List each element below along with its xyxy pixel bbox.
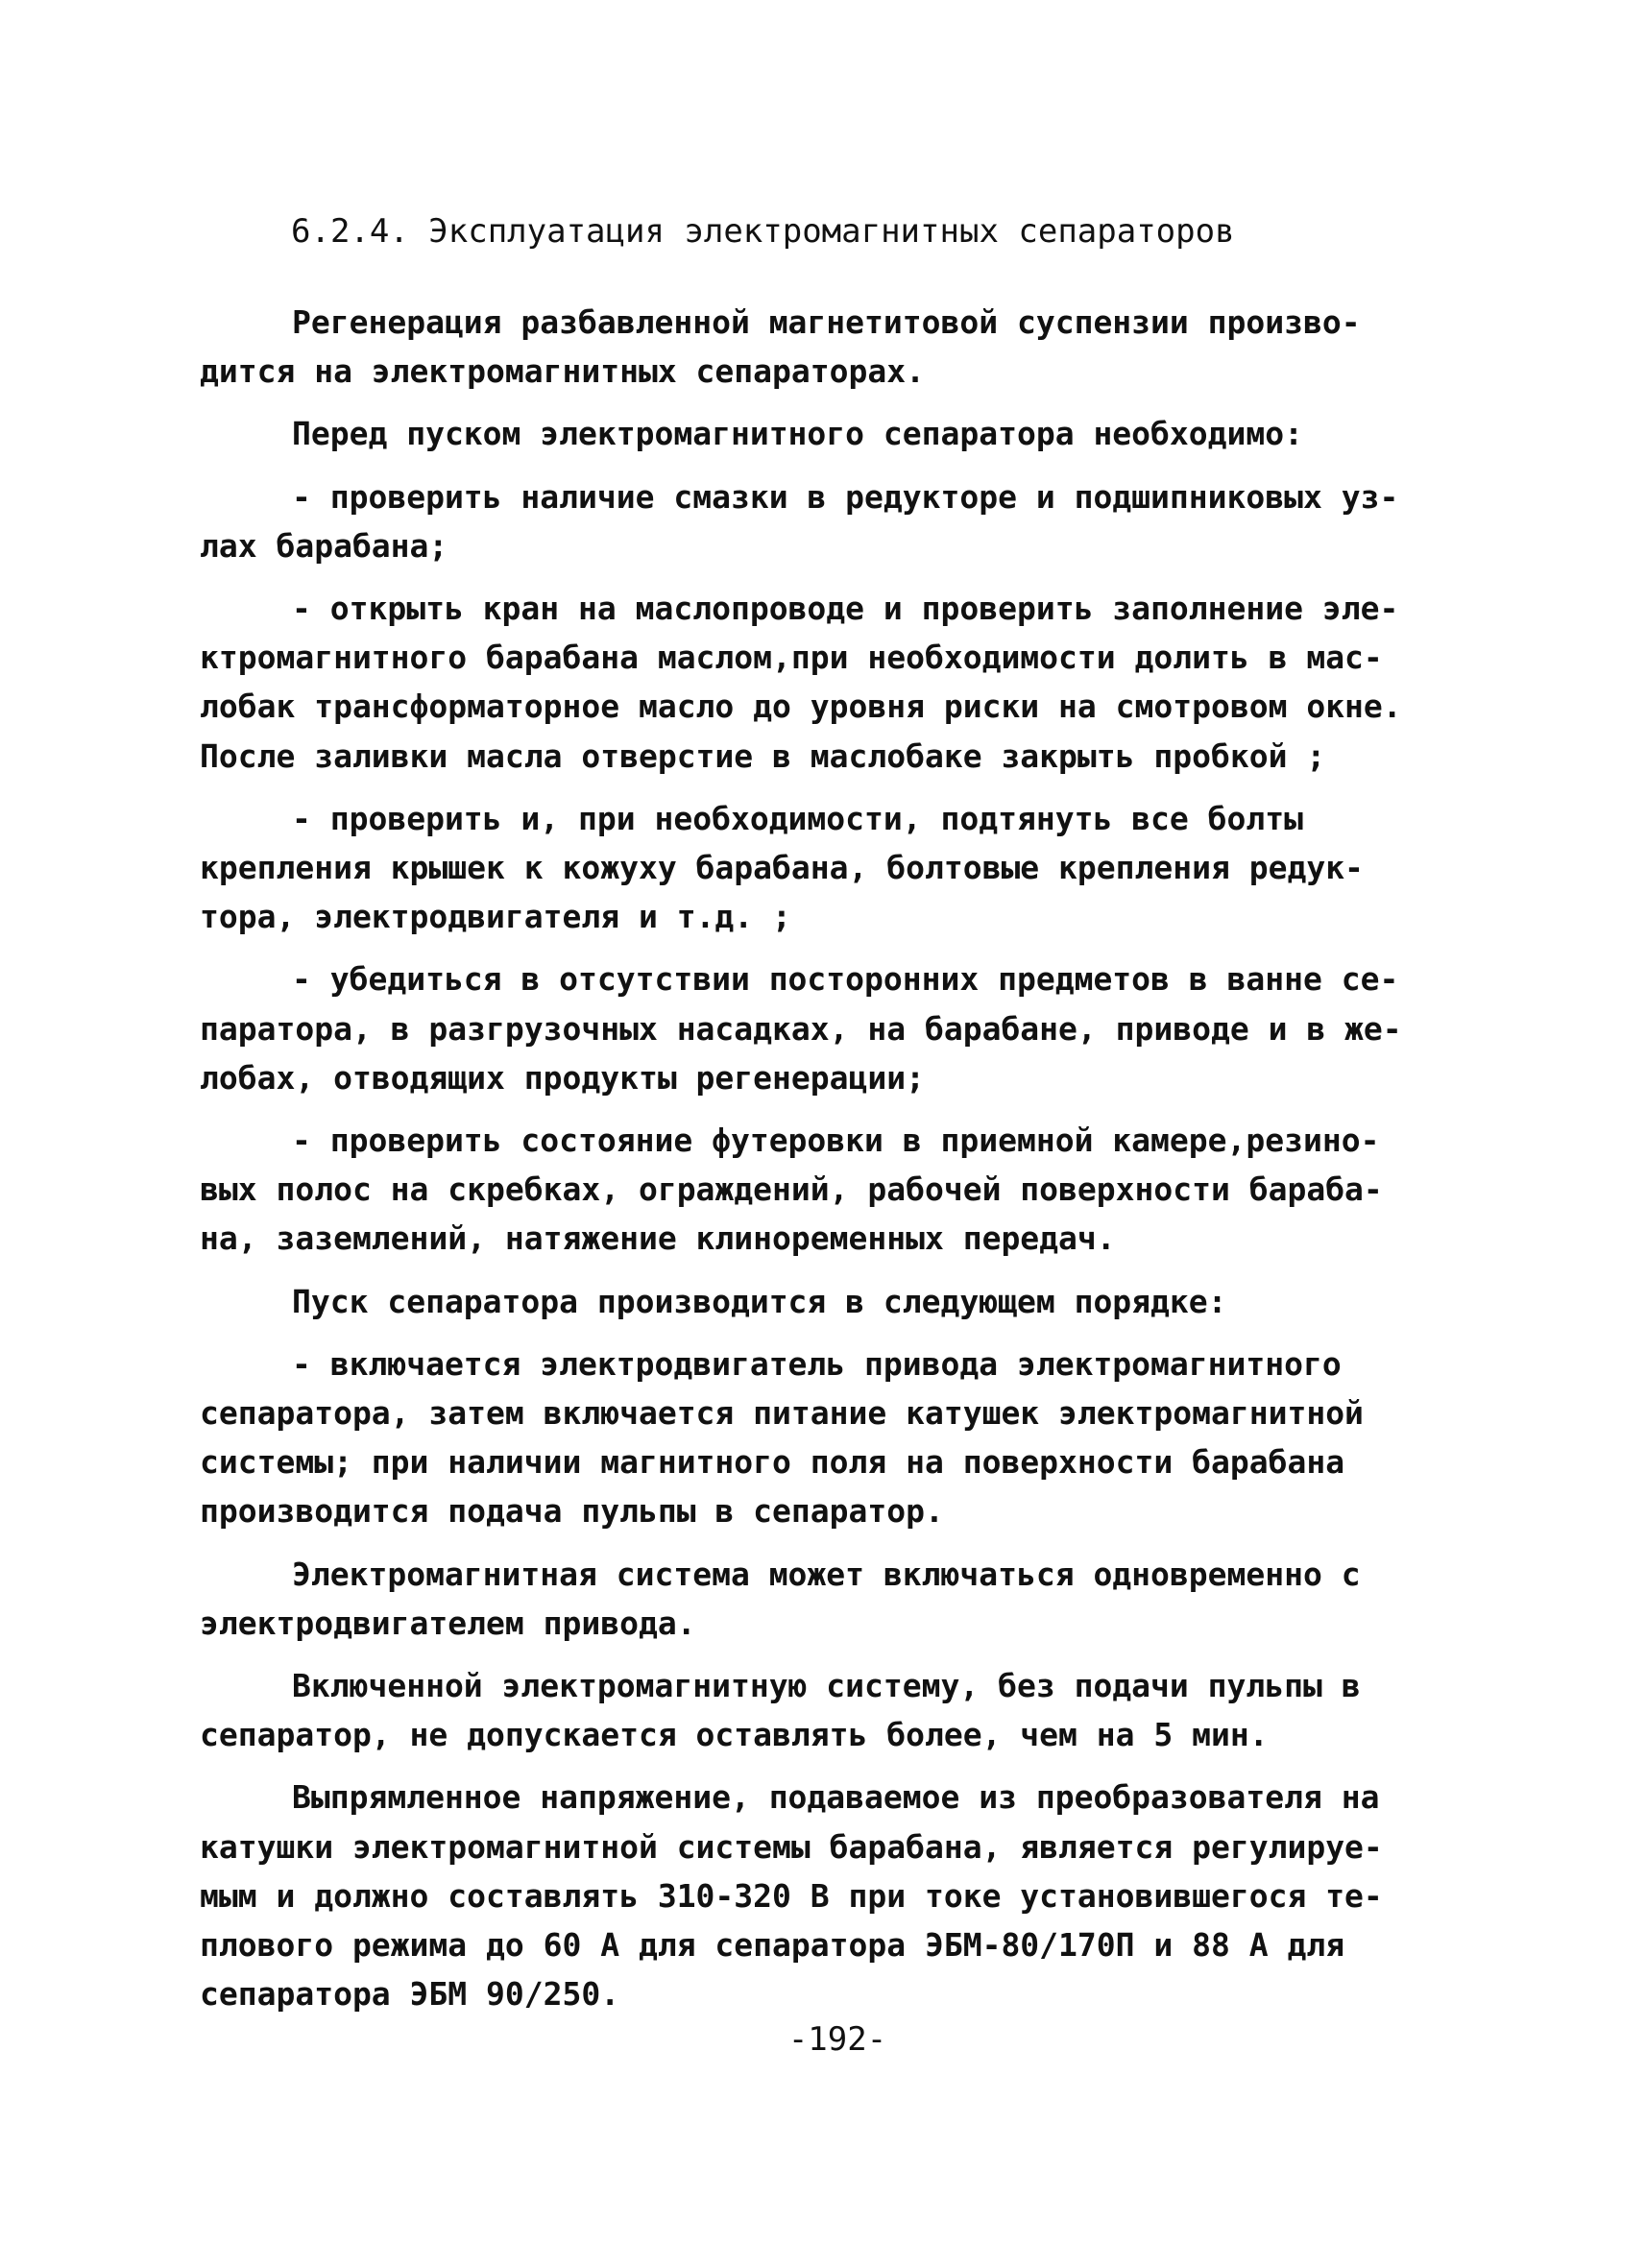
paragraph (200, 409, 1477, 458)
paragraph (200, 1116, 1477, 1264)
paragraph (200, 1661, 1477, 1759)
text-line: сепаратора, затем включается питание катушек электромагнитной (200, 1394, 1364, 1433)
text-line: Пуск сепаратора производится в следующем порядке: (292, 1282, 1227, 1320)
text-line: паратора, в разгрузочных насадках, на барабане, приводе и в же- (200, 1009, 1402, 1048)
text-line: тора, электродвигателя и т.д. ; (200, 898, 791, 936)
text-line: электродвигателем привода. (200, 1604, 696, 1642)
text-line: производится подача пульпы в сепаратор. (200, 1492, 944, 1531)
text-line: После заливки масла отверстие в маслобаке закрыть пробкой ; (200, 736, 1326, 775)
paragraph (200, 1277, 1477, 1326)
text-line: сепаратора ЭБМ 90/250. (200, 1975, 620, 2014)
text-line: системы; при наличии магнитного поля на поверхности барабана (200, 1443, 1345, 1482)
paragraph (200, 954, 1477, 1102)
paragraph (200, 298, 1477, 396)
text-line: - убедиться в отсутствии посторонних предметов в ванне се- (292, 960, 1399, 999)
paragraph (200, 794, 1477, 942)
text-line: Включенной электромагнитную систему, без подачи пульпы в (292, 1667, 1361, 1705)
text-line: Электромагнитная система может включаться одновременно с (292, 1555, 1361, 1593)
section-heading: 6.2.4. Эксплуатация электромагнитных сепараторов (291, 212, 1235, 251)
text-line: лах барабана; (200, 526, 448, 565)
text-line: - проверить состояние футеровки в приемной камере,резино- (292, 1122, 1380, 1160)
text-line: - включается электродвигатель привода электромагнитного (292, 1344, 1342, 1383)
text-line: сепаратор, не допускается оставлять более, чем на 5 мин. (200, 1716, 1269, 1754)
text-line: лобак трансформаторное масло до уровня риски на смотровом окне. (200, 688, 1402, 726)
body-text (200, 298, 1477, 2019)
paragraph (200, 1773, 1477, 2018)
text-line: вых полос на скребках, ограждений, рабочей поверхности бараба- (200, 1170, 1383, 1209)
text-line: - проверить наличие смазки в редукторе и подшипниковых уз- (292, 477, 1399, 516)
text-line: дится на электромагнитных сепараторах. (200, 352, 925, 391)
text-line: крепления крышек к кожуху барабана, болтовые крепления редук- (200, 849, 1364, 887)
text-line: плового режима до 60 А для сепаратора ЭБМ-80/170П и 88 А для (200, 1926, 1345, 1965)
text-line: - проверить и, при необходимости, подтянуть все болты (292, 799, 1303, 837)
paragraph (200, 1550, 1477, 1648)
text-line: на, заземлений, натяжение клиноременных передач. (200, 1219, 1116, 1258)
text-line: лобах, отводящих продукты регенерации; (200, 1058, 925, 1097)
paragraph (200, 1339, 1477, 1536)
paragraph (200, 472, 1477, 570)
paragraph (200, 584, 1477, 781)
text-line: Выпрямленное напряжение, подаваемое из преобразователя на (292, 1778, 1380, 1817)
text-line: - открыть кран на маслопроводе и проверить заполнение эле- (292, 590, 1399, 628)
text-line: ктромагнитного барабана маслом,при необходимости долить в мас- (200, 639, 1383, 677)
page-number: -192- (787, 2020, 887, 2059)
text-line: Перед пуском электромагнитного сепаратора необходимо: (292, 415, 1303, 453)
text-line: мым и должно составлять 310-320 В при токе установившегося те- (200, 1876, 1383, 1915)
text-line: Регенерация разбавленной магнетитовой суспензии произво- (292, 303, 1361, 341)
text-line: катушки электромагнитной системы барабана, является регулируе- (200, 1827, 1383, 1866)
